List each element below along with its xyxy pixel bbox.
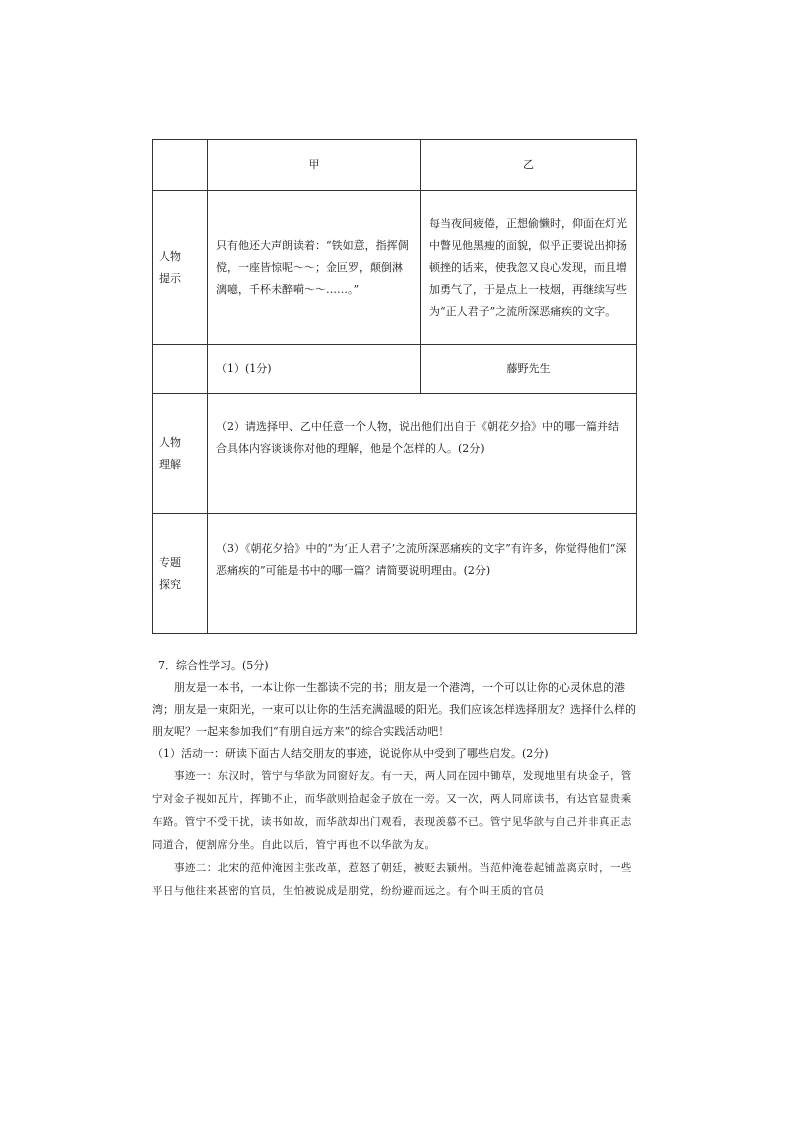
story-2: 事迹二：北宋的范仲淹因主张改革，惹怒了朝廷，被贬去颍州。当范仲淹卷起铺盖离京时，一些平日与他往来甚密的官员，生怕被说成是朋党，纷纷避而远之。有个叫王质的官员 (152, 862, 632, 897)
column-header-a: 甲 (208, 140, 421, 191)
story-1: 事迹一：东汉时，管宁与华歆为同窗好友。有一天，两人同在园中锄草，发现地里有块金子，管宁对金子视如瓦片，挥锄不止，而华歆则拾起金子放在一旁。又一次，两人同席读书，有达官显贵乘车路。管宁不受干扰，读书如故，而华歆却出门观看，表现羡慕不已。管宁见华歆与自己并非真正志同道合，便割席分坐。自此以后，管宁再也不以华歆为友。 (152, 770, 632, 851)
empty-label-cell (153, 345, 208, 394)
empty-corner-cell (153, 140, 208, 191)
answer-cell-a: （1）(1分) (208, 345, 421, 394)
table-row-explore (153, 514, 637, 634)
explore-question: （3）《朝花夕拾》中的“为‘正人君子’之流所深恶痛疾的文字”有许多，你觉得他们“深恶痛疾的”可能是书中的哪一篇？请简要说明理由。(2分) (208, 514, 637, 634)
row-label-understand (153, 394, 208, 514)
understand-question: （2）请选择甲、乙中任意一个人物，说出他们出自于《朝花夕拾》中的哪一篇并结合具体内容谈谈你对他的理解，他是个怎样的人。(2分) (208, 394, 637, 514)
row-label-line: 理解 (159, 457, 181, 471)
table-row-answer (153, 345, 637, 394)
row-label-line: 提示 (159, 271, 181, 285)
row-label-line: 探究 (159, 577, 181, 591)
section-intro: 朋友是一本书，一本让你一生都读不完的书；朋友是一个港湾，一个可以让你的心灵休息的港湾；朋友是一束阳光，一束可以让你的生活充满温暖的阳光。我们应该怎样选择朋友？选择什么样的朋友呢？一起来参加我们“有朋自远方来”的综合实践活动吧！ (152, 681, 636, 738)
row-label-line: 人物 (159, 249, 181, 263)
activity-1-prompt: （1）活动一：研读下面古人结交朋友的事迹，说说你从中受到了哪些启发。(2分) (152, 747, 549, 760)
row-label-line: 人物 (159, 435, 181, 449)
table-row-understand (153, 394, 637, 514)
table-header-row (153, 140, 637, 191)
row-label-hint (153, 191, 208, 345)
row-label-line: 专题 (159, 555, 181, 569)
section-title: 7．综合性学习。(5分) (158, 659, 269, 672)
section-7 (152, 655, 642, 903)
column-header-b: 乙 (421, 140, 637, 191)
answer-cell-b: 藤野先生 (421, 345, 637, 394)
character-table (152, 139, 637, 634)
table-row-hint (153, 191, 637, 345)
hint-cell-b: 每当夜间疲倦，正想偷懒时，仰面在灯光中瞥见他黑瘦的面貌，似乎正要说出抑扬顿挫的话来，使我忽又良心发现，而且增加勇气了，于是点上一枝烟，再继续写些为“正人君子”之流所深恶痛疾的文字。 (421, 191, 637, 345)
hint-cell-a: 只有他还大声朗读着：“铁如意，指挥倜傥，一座皆惊呢～～；金叵罗，颠倒淋漓噫，千杯未醉嗬～～……。” (208, 191, 421, 345)
row-label-explore (153, 514, 208, 634)
